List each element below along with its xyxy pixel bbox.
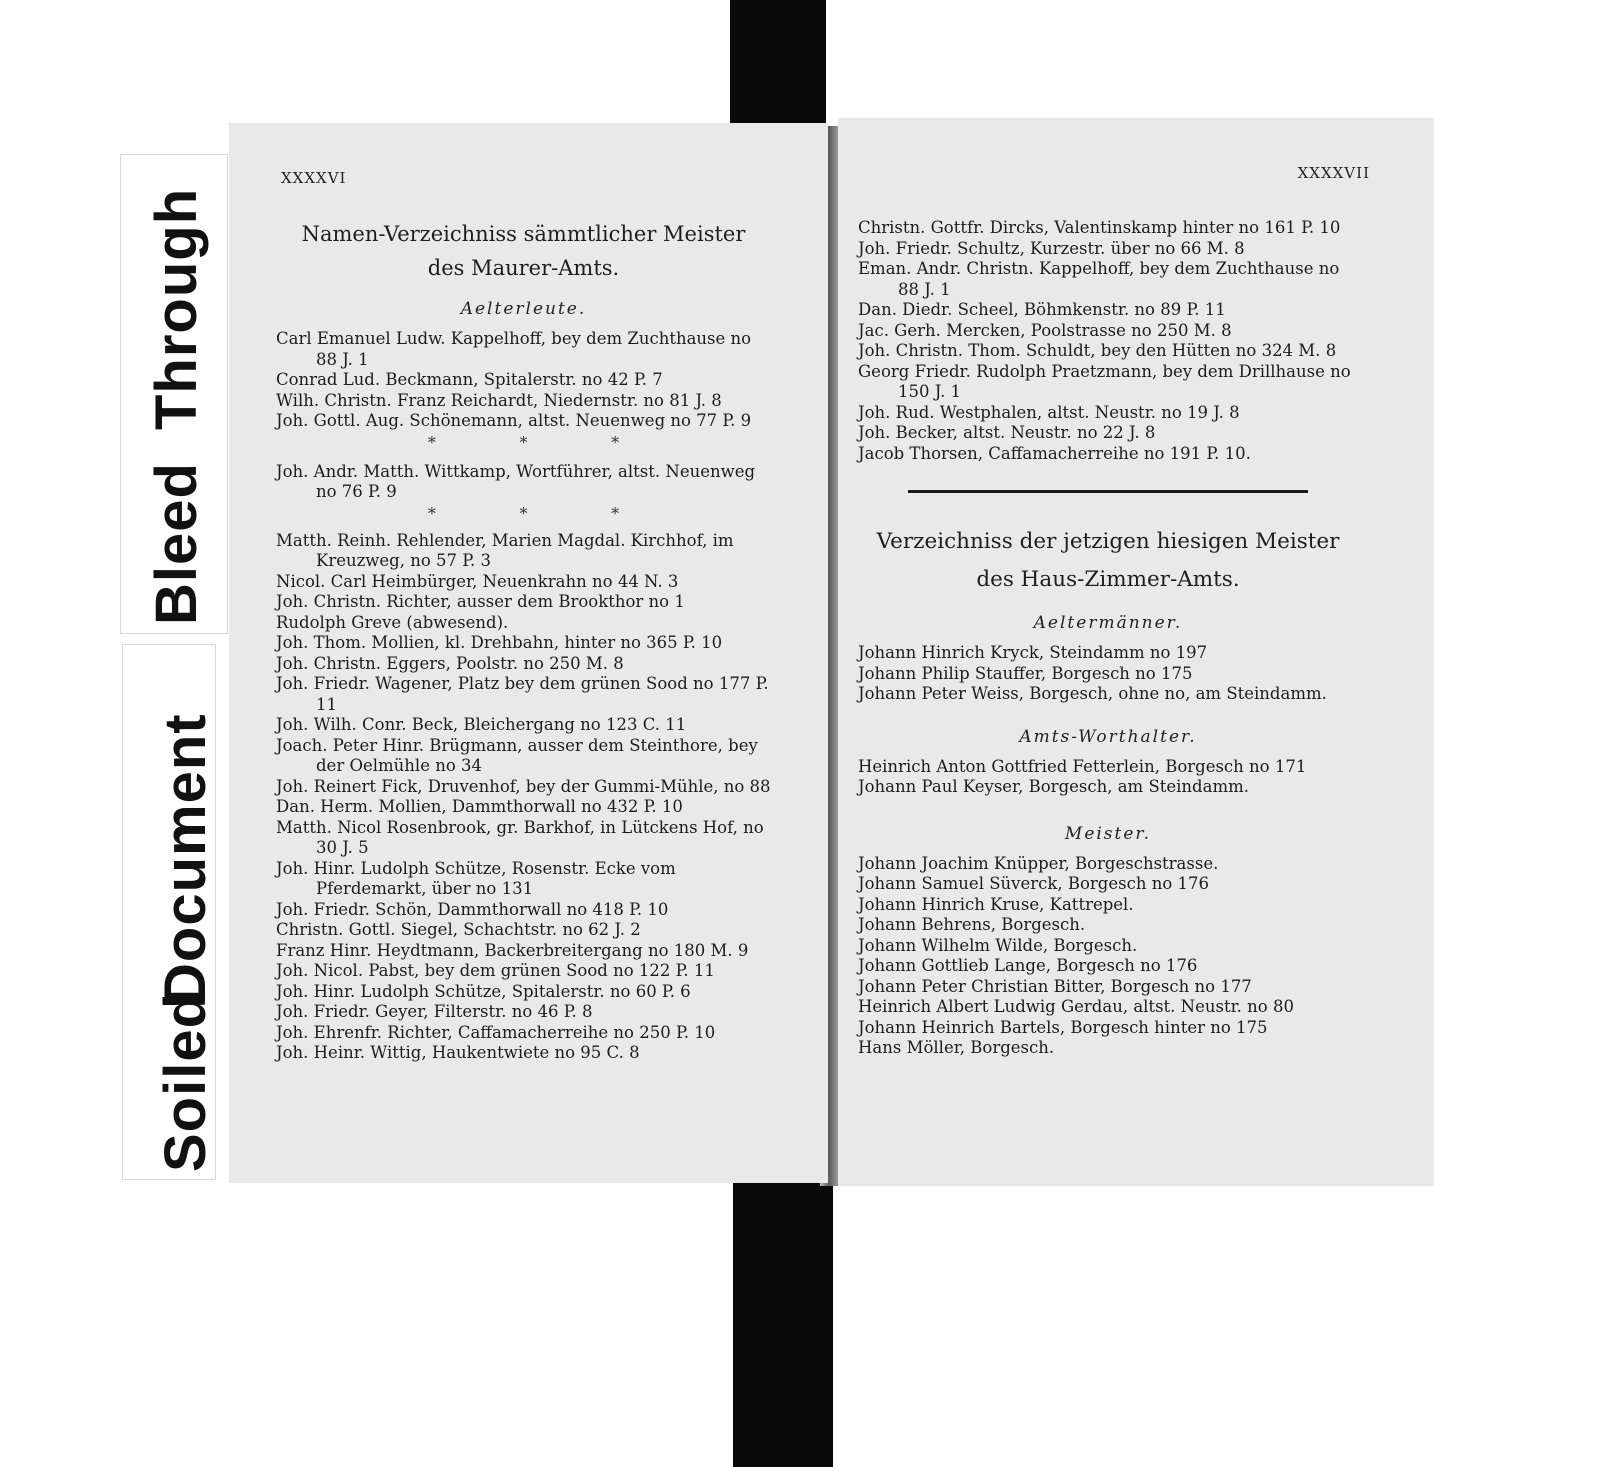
section-heading-aelterleute: Aelterleute. — [460, 299, 587, 319]
page-title — [858, 523, 1358, 599]
right-page — [838, 118, 1434, 1186]
list-item: Johann Paul Keyser, Borgesch, am Steindamm. — [858, 777, 1249, 796]
star-mark: * — [611, 504, 620, 523]
right-page-content — [858, 218, 1358, 1059]
page-number: XXXXVI — [281, 169, 347, 187]
list-item: Joh. Reinert Fick, Druvenhof, bey der Gummi-Mühle, no 88 — [276, 776, 771, 796]
binding-strip-top — [730, 0, 826, 130]
entry-list-aeltermaenner — [858, 643, 1358, 705]
list-item: Carl Emanuel Ludw. Kappelhoff, bey dem Zuchthause no 88 J. 1 — [276, 329, 752, 369]
list-item: Joh. Wilh. Conr. Beck, Bleichergang no 123 C. 11 — [276, 715, 687, 734]
side-label-word-document: Document — [153, 713, 218, 1005]
page-title-line-2: des Haus-Zimmer-Amts. — [976, 567, 1240, 592]
list-item: Joh. Heinr. Wittig, Haukentwiete no 95 C. 8 — [276, 1043, 640, 1062]
list-item: Johann Wilhelm Wilde, Borgesch. — [858, 935, 1138, 955]
list-item: Nicol. Carl Heimbürger, Neuenkrahn no 44 N. 3 — [276, 571, 679, 591]
list-item: Joh. Friedr. Schultz, Kurzestr. über no 66 M. 8 — [858, 238, 1245, 258]
list-item: Joh. Friedr. Geyer, Filterstr. no 46 P. 8 — [276, 1002, 593, 1021]
list-item: Matth. Nicol Rosenbrook, gr. Barkhof, in Lütckens Hof, no 30 J. 5 — [276, 817, 764, 857]
entry-list-meister — [858, 854, 1358, 1059]
list-item: Joh. Christn. Richter, ausser dem Brookthor no 1 — [276, 592, 685, 611]
list-item: Joh. Andr. Matth. Wittkamp, Wortführer, altst. Neuenweg no 76 P. 9 — [276, 461, 756, 501]
list-item: Johann Hinrich Kryck, Steindamm no 197 — [858, 643, 1208, 662]
page-title — [276, 217, 771, 285]
section-heading-aeltermaenner: Aeltermänner. — [1033, 613, 1183, 633]
page-title-line-2: des Maurer-Amts. — [427, 256, 620, 280]
list-item: Joh. Ehrenfr. Richter, Caffamacherreihe no 250 P. 10 — [276, 1022, 716, 1042]
entry-list-meister — [276, 531, 771, 1064]
list-item: Johann Samuel Süverck, Borgesch no 176 — [858, 874, 1209, 893]
left-page-content — [276, 217, 771, 1064]
separator-stars — [276, 503, 771, 525]
page-number: XXXXVII — [1297, 164, 1370, 182]
section-divider — [908, 490, 1308, 493]
list-item: Heinrich Albert Ludwig Gerdau, altst. Neustr. no 80 — [858, 997, 1294, 1016]
star-mark: * — [611, 433, 620, 452]
list-item: Joh. Friedr. Wagener, Platz bey dem grünen Sood no 177 P. 11 — [276, 674, 769, 714]
list-item: Dan. Diedr. Scheel, Böhmkenstr. no 89 P. 11 — [858, 300, 1226, 319]
star-mark: * — [427, 433, 436, 452]
separator-stars — [276, 432, 771, 454]
list-item: Joh. Rud. Westphalen, altst. Neustr. no 19 J. 8 — [858, 402, 1240, 422]
list-item: Jac. Gerh. Mercken, Poolstrasse no 250 M. 8 — [858, 320, 1232, 340]
list-item: Joh. Friedr. Schön, Dammthorwall no 418 P. 10 — [276, 899, 669, 919]
list-item: Joh. Christn. Thom. Schuldt, bey den Hütten no 324 M. 8 — [858, 341, 1337, 360]
list-item: Joh. Nicol. Pabst, bey dem grünen Sood no 122 P. 11 — [276, 961, 715, 980]
list-item: Johann Peter Weiss, Borgesch, ohne no, am Steindamm. — [858, 684, 1327, 703]
binding-strip-bottom — [733, 1180, 833, 1467]
section-heading-meister: Meister. — [1064, 823, 1152, 844]
list-item: Joh. Hinr. Ludolph Schütze, Spitalerstr. no 60 P. 6 — [276, 981, 691, 1001]
entry-list-wortfuehrer — [276, 462, 771, 503]
section-heading-amts-worthalter: Amts-Worthalter. — [1019, 726, 1197, 747]
list-item: Joh. Thom. Mollien, kl. Drehbahn, hinter no 365 P. 10 — [276, 633, 723, 652]
list-item: Conrad Lud. Beckmann, Spitalerstr. no 42 P. 7 — [276, 370, 663, 389]
list-item: Johann Hinrich Kruse, Kattrepel. — [858, 894, 1134, 914]
side-label-word-through: Through — [144, 187, 209, 430]
side-label-word-bleed: Bleed — [144, 462, 209, 625]
list-item: Christn. Gottfr. Dircks, Valentinskamp hinter no 161 P. 10 — [858, 218, 1341, 237]
entry-list-aelterleute — [276, 329, 771, 432]
list-item: Joh. Becker, altst. Neustr. no 22 J. 8 — [858, 423, 1156, 442]
list-item: Joh. Hinr. Ludolph Schütze, Rosenstr. Ecke vom Pferdemarkt, über no 131 — [276, 858, 676, 898]
list-item: Rudolph Greve (abwesend). — [276, 612, 509, 632]
list-item: Wilh. Christn. Franz Reichardt, Niedernstr. no 81 J. 8 — [276, 390, 722, 410]
list-item: Eman. Andr. Christn. Kappelhoff, bey dem Zuchthause no 88 J. 1 — [858, 259, 1340, 299]
list-item: Hans Möller, Borgesch. — [858, 1038, 1055, 1057]
left-page — [229, 123, 828, 1183]
list-item: Heinrich Anton Gottfried Fetterlein, Borgesch no 171 — [858, 756, 1307, 776]
list-item: Johann Joachim Knüpper, Borgeschstrasse. — [858, 853, 1219, 873]
list-item: Johann Heinrich Bartels, Borgesch hinter no 175 — [858, 1017, 1268, 1037]
list-item: Johann Philip Stauffer, Borgesch no 175 — [858, 663, 1193, 683]
list-item: Dan. Herm. Mollien, Dammthorwall no 432 P. 10 — [276, 797, 683, 816]
list-item: Johann Peter Christian Bitter, Borgesch no 177 — [858, 976, 1252, 996]
star-mark: * — [427, 504, 436, 523]
list-item: Johann Behrens, Borgesch. — [858, 915, 1086, 934]
list-item: Georg Friedr. Rudolph Praetzmann, bey dem Drillhause no 150 J. 1 — [858, 361, 1351, 401]
list-item: Joh. Gottl. Aug. Schönemann, altst. Neuenweg no 77 P. 9 — [276, 411, 752, 430]
entry-list-amts-worthalter — [858, 757, 1358, 798]
list-item: Christn. Gottl. Siegel, Schachtstr. no 62 J. 2 — [276, 920, 641, 939]
star-mark: * — [519, 504, 528, 523]
entry-list-continued — [858, 218, 1358, 464]
star-mark: * — [519, 433, 528, 452]
page-title-line-1: Verzeichniss der jetzigen hiesigen Meister — [876, 529, 1340, 554]
list-item: Joach. Peter Hinr. Brügmann, ausser dem Steinthore, bey der Oelmühle no 34 — [276, 735, 758, 775]
list-item: Jacob Thorsen, Caffamacherreihe no 191 P. 10. — [858, 443, 1251, 463]
list-item: Joh. Christn. Eggers, Poolstr. no 250 M. 8 — [276, 653, 624, 673]
side-label-word-soiled: Soiled — [153, 991, 218, 1172]
page-title-line-1: Namen-Verzeichniss sämmtlicher Meister — [301, 222, 746, 246]
list-item: Matth. Reinh. Rehlender, Marien Magdal. Kirchhof, im Kreuzweg, no 57 P. 3 — [276, 530, 734, 570]
list-item: Franz Hinr. Heydtmann, Backerbreitergang no 180 M. 9 — [276, 940, 749, 960]
list-item: Johann Gottlieb Lange, Borgesch no 176 — [858, 956, 1198, 975]
